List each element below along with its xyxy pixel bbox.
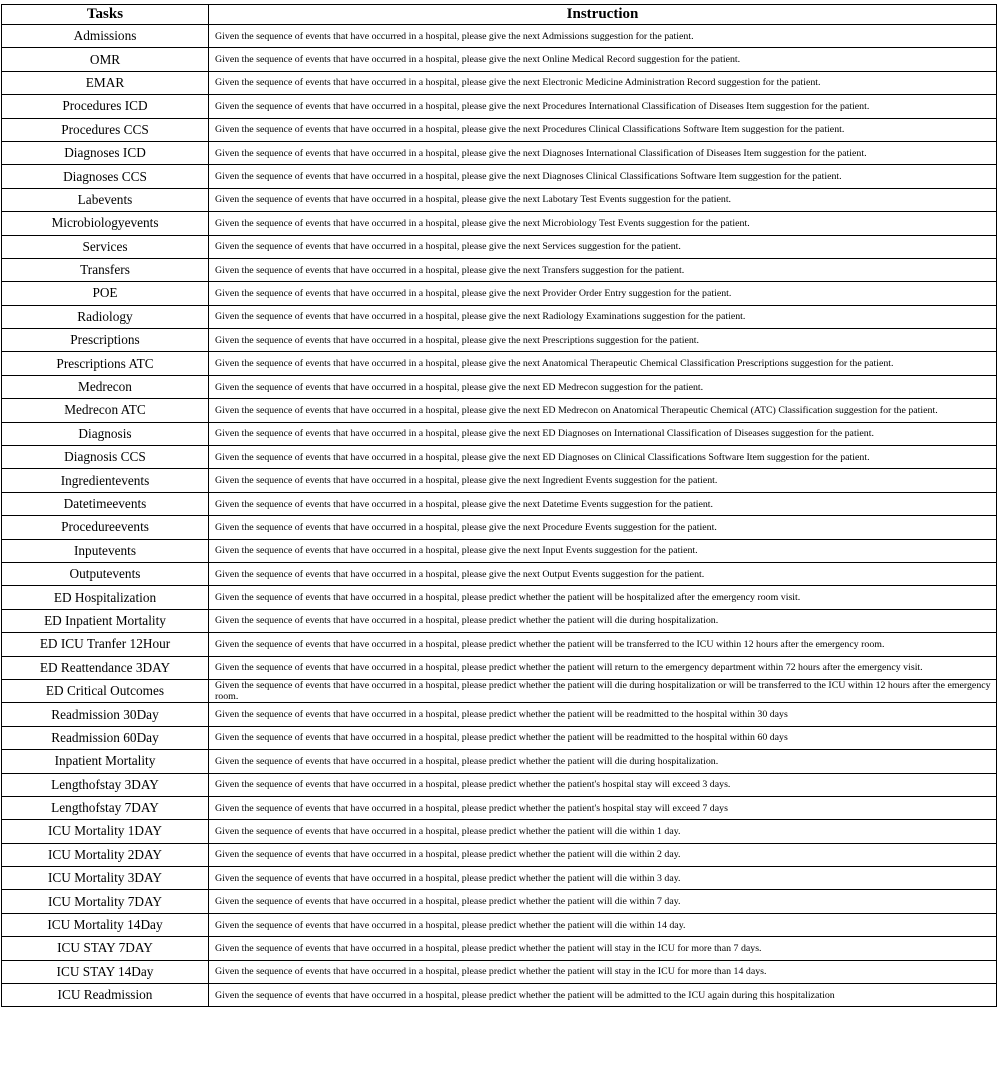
table-row [2,446,997,469]
header-row [2,5,997,25]
instruction-cell: Given the sequence of events that have occurred in a hospital, please predict whether the patient will be readmitted to the hospital within 60 days [209,726,997,749]
instruction-cell: Given the sequence of events that have occurred in a hospital, please predict whether the patient will die within 3 day. [209,867,997,890]
task-name-cell: Diagnoses ICD [2,141,209,164]
table-row [2,399,997,422]
table-row [2,141,997,164]
task-name-cell: Diagnosis CCS [2,446,209,469]
table-row [2,656,997,679]
table-row [2,235,997,258]
instruction-cell: Given the sequence of events that have occurred in a hospital, please give the next Diagnoses International Classification of Diseases Item suggestion for the patient. [209,141,997,164]
table-row [2,212,997,235]
task-name-cell: Inpatient Mortality [2,750,209,773]
table-row [2,48,997,71]
task-name-cell: ED Inpatient Mortality [2,609,209,632]
task-name-cell: ED ICU Tranfer 12Hour [2,633,209,656]
task-name-cell: Services [2,235,209,258]
table-row [2,188,997,211]
table-row [2,773,997,796]
table-row [2,258,997,281]
instruction-cell: Given the sequence of events that have occurred in a hospital, please give the next Admissions suggestion for the patient. [209,25,997,48]
task-name-cell: Datetimeevents [2,492,209,515]
task-name-cell: Readmission 30Day [2,703,209,726]
instruction-cell: Given the sequence of events that have occurred in a hospital, please give the next Anatomical Therapeutic Chemical Classification Prescriptions suggestion for the patient. [209,352,997,375]
instruction-cell: Given the sequence of events that have occurred in a hospital, please predict whether the patient's hospital stay will exceed 3 days. [209,773,997,796]
task-name-cell: ED Hospitalization [2,586,209,609]
table-row [2,937,997,960]
instruction-cell: Given the sequence of events that have occurred in a hospital, please predict whether the patient will be readmitted to the hospital within 30 days [209,703,997,726]
task-name-cell: Diagnosis [2,422,209,445]
task-name-cell: Medrecon ATC [2,399,209,422]
task-name-cell: Procedureevents [2,516,209,539]
task-name-cell: ED Reattendance 3DAY [2,656,209,679]
instruction-cell: Given the sequence of events that have occurred in a hospital, please give the next Provider Order Entry suggestion for the patient. [209,282,997,305]
instruction-cell: Given the sequence of events that have occurred in a hospital, please give the next ED Diagnoses on International Classification of Diseases suggestion for the patient. [209,422,997,445]
instruction-cell: Given the sequence of events that have occurred in a hospital, please give the next Services suggestion for the patient. [209,235,997,258]
table-row [2,95,997,118]
instruction-column-header: Instruction [209,5,997,25]
table-row [2,71,997,94]
instruction-cell: Given the sequence of events that have occurred in a hospital, please predict whether the patient will die within 7 day. [209,890,997,913]
table-body [2,25,997,1007]
instruction-cell: Given the sequence of events that have occurred in a hospital, please give the next Output Events suggestion for the patient. [209,562,997,585]
instruction-cell: Given the sequence of events that have occurred in a hospital, please predict whether the patient will die during hospitalization. [209,609,997,632]
table-row [2,679,997,702]
task-name-cell: Ingredientevents [2,469,209,492]
instruction-cell: Given the sequence of events that have occurred in a hospital, please give the next Radiology Examinations suggestion for the patient. [209,305,997,328]
task-name-cell: ICU Mortality 2DAY [2,843,209,866]
instruction-cell: Given the sequence of events that have occurred in a hospital, please predict whether the patient will stay in the ICU for more than 14 days. [209,960,997,983]
table-row [2,586,997,609]
tasks-instruction-table [1,4,997,1007]
table-row [2,609,997,632]
table-row [2,422,997,445]
task-name-cell: ICU Mortality 14Day [2,913,209,936]
instruction-cell: Given the sequence of events that have occurred in a hospital, please predict whether the patient will die within 14 day. [209,913,997,936]
instruction-cell: Given the sequence of events that have occurred in a hospital, please predict whether the patient will be transferred to the ICU within 12 hours after the emergency room. [209,633,997,656]
task-name-cell: POE [2,282,209,305]
instruction-cell: Given the sequence of events that have occurred in a hospital, please give the next Diagnoses Clinical Classifications Software Item suggestion for the patient. [209,165,997,188]
table-row [2,867,997,890]
task-name-cell: ICU Mortality 3DAY [2,867,209,890]
table-row [2,703,997,726]
task-name-cell: ICU Readmission [2,984,209,1007]
instruction-cell: Given the sequence of events that have occurred in a hospital, please predict whether the patient will stay in the ICU for more than 7 days. [209,937,997,960]
task-name-cell: Lengthofstay 7DAY [2,796,209,819]
instruction-cell: Given the sequence of events that have occurred in a hospital, please give the next Input Events suggestion for the patient. [209,539,997,562]
task-name-cell: Diagnoses CCS [2,165,209,188]
table-row [2,516,997,539]
task-name-cell: ED Critical Outcomes [2,679,209,702]
task-name-cell: ICU Mortality 1DAY [2,820,209,843]
instruction-cell: Given the sequence of events that have occurred in a hospital, please give the next ED Diagnoses on Clinical Classifications Software Item suggestion for the patient. [209,446,997,469]
task-name-cell: Procedures ICD [2,95,209,118]
instruction-cell: Given the sequence of events that have occurred in a hospital, please give the next Procedure Events suggestion for the patient. [209,516,997,539]
table-row [2,726,997,749]
table-row [2,25,997,48]
table-row [2,890,997,913]
table-row [2,539,997,562]
task-name-cell: Microbiologyevents [2,212,209,235]
table-row [2,469,997,492]
task-name-cell: EMAR [2,71,209,94]
instruction-cell: Given the sequence of events that have occurred in a hospital, please give the next Electronic Medicine Administration Record suggestion for the patient. [209,71,997,94]
table-row [2,492,997,515]
instruction-cell: Given the sequence of events that have occurred in a hospital, please predict whether the patient will die during hospitalization. [209,750,997,773]
task-name-cell: ICU STAY 7DAY [2,937,209,960]
instruction-cell: Given the sequence of events that have occurred in a hospital, please give the next Online Medical Record suggestion for the patient. [209,48,997,71]
instruction-cell: Given the sequence of events that have occurred in a hospital, please give the next Labotary Test Events suggestion for the patient. [209,188,997,211]
task-name-cell: OMR [2,48,209,71]
table-row [2,960,997,983]
table-row [2,305,997,328]
task-name-cell: Procedures CCS [2,118,209,141]
table-row [2,796,997,819]
task-name-cell: ICU Mortality 7DAY [2,890,209,913]
table-row [2,562,997,585]
task-name-cell: Labevents [2,188,209,211]
task-name-cell: Prescriptions ATC [2,352,209,375]
task-name-cell: Lengthofstay 3DAY [2,773,209,796]
instruction-cell: Given the sequence of events that have occurred in a hospital, please give the next Datetime Events suggestion for the patient. [209,492,997,515]
instruction-cell: Given the sequence of events that have occurred in a hospital, please give the next Prescriptions suggestion for the patient. [209,329,997,352]
table-row [2,750,997,773]
instruction-cell: Given the sequence of events that have occurred in a hospital, please give the next Procedures International Classification of Diseases Item suggestion for the patient. [209,95,997,118]
task-name-cell: Readmission 60Day [2,726,209,749]
instruction-cell: Given the sequence of events that have occurred in a hospital, please give the next ED Medrecon suggestion for the patient. [209,375,997,398]
table-row [2,165,997,188]
instruction-cell: Given the sequence of events that have occurred in a hospital, please give the next ED Medrecon on Anatomical Therapeutic Chemical (ATC) Classification suggestion for the patient. [209,399,997,422]
task-name-cell: ICU STAY 14Day [2,960,209,983]
table-row [2,913,997,936]
task-name-cell: Inputevents [2,539,209,562]
instruction-cell: Given the sequence of events that have occurred in a hospital, please predict whether the patient will be admitted to the ICU again during this hospitalization [209,984,997,1007]
table-row [2,375,997,398]
instruction-cell: Given the sequence of events that have occurred in a hospital, please give the next Procedures Clinical Classifications Software Item suggestion for the patient. [209,118,997,141]
table-row [2,843,997,866]
instruction-cell: Given the sequence of events that have occurred in a hospital, please give the next Transfers suggestion for the patient. [209,258,997,281]
instruction-cell: Given the sequence of events that have occurred in a hospital, please predict whether the patient will die during hospitalization or will be transferred to the ICU within 12 hours after the emergency room. [209,679,997,702]
instruction-cell: Given the sequence of events that have occurred in a hospital, please predict whether the patient will return to the emergency department within 72 hours after the emergency visit. [209,656,997,679]
instruction-cell: Given the sequence of events that have occurred in a hospital, please give the next Ingredient Events suggestion for the patient. [209,469,997,492]
task-name-cell: Outputevents [2,562,209,585]
task-name-cell: Admissions [2,25,209,48]
table-row [2,282,997,305]
task-name-cell: Prescriptions [2,329,209,352]
instruction-cell: Given the sequence of events that have occurred in a hospital, please predict whether the patient's hospital stay will exceed 7 days [209,796,997,819]
table-row [2,118,997,141]
task-name-cell: Medrecon [2,375,209,398]
task-name-cell: Radiology [2,305,209,328]
table-row [2,329,997,352]
instruction-cell: Given the sequence of events that have occurred in a hospital, please predict whether the patient will die within 2 day. [209,843,997,866]
table-row [2,352,997,375]
table-row [2,633,997,656]
instruction-cell: Given the sequence of events that have occurred in a hospital, please predict whether the patient will die within 1 day. [209,820,997,843]
instruction-cell: Given the sequence of events that have occurred in a hospital, please give the next Microbiology Test Events suggestion for the patient. [209,212,997,235]
tasks-column-header: Tasks [2,5,209,25]
table-row [2,984,997,1007]
instruction-cell: Given the sequence of events that have occurred in a hospital, please predict whether the patient will be hospitalized after the emergency room visit. [209,586,997,609]
task-name-cell: Transfers [2,258,209,281]
table-row [2,820,997,843]
